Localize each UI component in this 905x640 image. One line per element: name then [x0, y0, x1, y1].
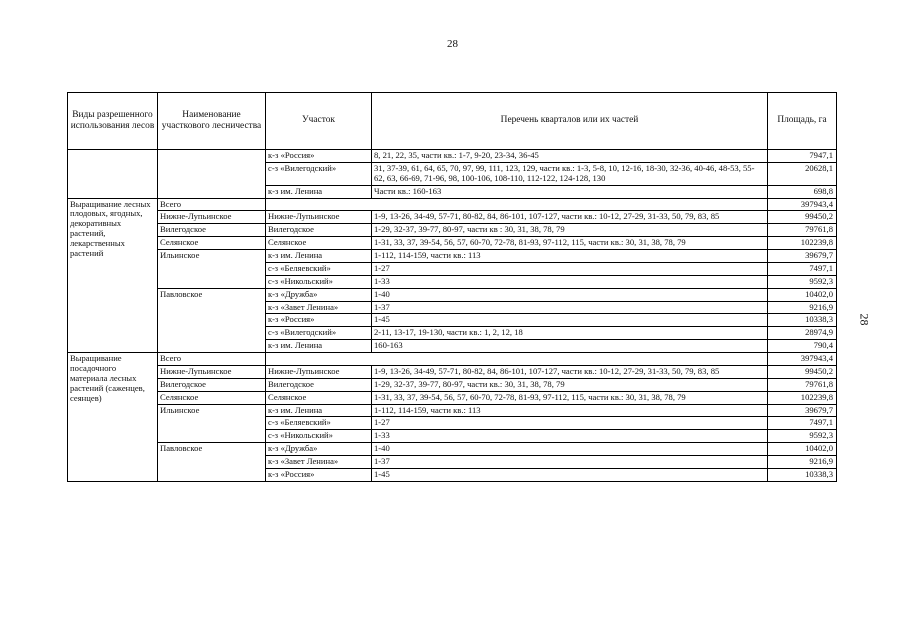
- table-row: [68, 443, 837, 456]
- use-type-cell: Выращивание лесных плодовых, ягодных, декоративных растений, лекарственных растений: [68, 198, 158, 353]
- quarters-cell: [266, 198, 768, 211]
- plot-cell: к-з «Россия»: [266, 150, 372, 163]
- quarters-cell: 1-45: [372, 468, 768, 481]
- quarters-cell: 1-37: [372, 301, 768, 314]
- plot-cell: с-з «Никольский»: [266, 275, 372, 288]
- plot-cell: к-з им. Ленина: [266, 340, 372, 353]
- area-cell: 7497,1: [768, 262, 837, 275]
- area-cell: 397943,4: [768, 198, 837, 211]
- header-use-type: Виды разрешенного использования лесов: [68, 93, 158, 150]
- plot-cell: к-з «Россия»: [266, 314, 372, 327]
- plot-cell: с-з «Вилегодский»: [266, 327, 372, 340]
- use-type-cell: [68, 150, 158, 199]
- quarters-cell: 1-27: [372, 262, 768, 275]
- table-row: [68, 198, 837, 211]
- plot-cell: Нижне-Лупьинское: [266, 365, 372, 378]
- area-cell: 79761,8: [768, 378, 837, 391]
- table-row: [68, 378, 837, 391]
- area-cell: 7497,1: [768, 417, 837, 430]
- plot-cell: к-з «Завет Ленина»: [266, 456, 372, 469]
- area-cell: 790,4: [768, 340, 837, 353]
- quarters-cell: 1-33: [372, 430, 768, 443]
- plot-cell: Селянское: [266, 237, 372, 250]
- area-cell: 99450,2: [768, 365, 837, 378]
- table-header-row: [68, 93, 837, 150]
- area-cell: 10338,3: [768, 314, 837, 327]
- forestry-cell: Нижне-Лупьинское: [158, 211, 266, 224]
- quarters-cell: 1-9, 13-26, 34-49, 57-71, 80-82, 84, 86-101, 107-127, части кв.: 10-12, 27-29, 31-33, 50, 79, 83, 85: [372, 211, 768, 224]
- quarters-cell: 8, 21, 22, 35, части кв.: 1-7, 9-20, 23-34, 36-45: [372, 150, 768, 163]
- plot-cell: Вилегодское: [266, 378, 372, 391]
- forestry-cell: Селянское: [158, 391, 266, 404]
- quarters-cell: 1-29, 32-37, 39-77, 80-97, части кв.: 30, 31, 38, 78, 79: [372, 378, 768, 391]
- forestry-cell: Ильинское: [158, 404, 266, 443]
- header-plot: Участок: [266, 93, 372, 150]
- area-cell: 9216,9: [768, 301, 837, 314]
- quarters-cell: 1-40: [372, 288, 768, 301]
- quarters-cell: 31, 37-39, 61, 64, 65, 70, 97, 99, 111, 123, 129, части кв.: 1-3, 5-8, 10, 12-16, 18-30, 32-36, 40-46, 48-53, 55-62, 63, 66-69, 71-96, 98, 100-106, 108-110, 112-122, 124-128, 130: [372, 162, 768, 185]
- use-type-cell: Выращивание посадочного материала лесных растений (саженцев, сеянцев): [68, 353, 158, 482]
- area-cell: 7947,1: [768, 150, 837, 163]
- forestry-cell: [158, 150, 266, 199]
- area-cell: 79761,8: [768, 224, 837, 237]
- plot-cell: с-з «Беляевский»: [266, 417, 372, 430]
- forestry-cell: Вилегодское: [158, 224, 266, 237]
- page-number-side: 28: [857, 313, 872, 326]
- area-cell: 9592,3: [768, 430, 837, 443]
- plot-cell: Нижне-Лупьинское: [266, 211, 372, 224]
- header-quarters: Перечень кварталов или их частей: [372, 93, 768, 150]
- plot-cell: к-з «Завет Ленина»: [266, 301, 372, 314]
- forestry-cell: Всего: [158, 198, 266, 211]
- table-row: [68, 404, 837, 417]
- area-cell: 10402,0: [768, 443, 837, 456]
- quarters-cell: 1-40: [372, 443, 768, 456]
- table-row: [68, 353, 837, 366]
- plot-cell: к-з им. Ленина: [266, 185, 372, 198]
- plot-cell: с-з «Беляевский»: [266, 262, 372, 275]
- area-cell: 10402,0: [768, 288, 837, 301]
- area-cell: 99450,2: [768, 211, 837, 224]
- forestry-cell: Павловское: [158, 443, 266, 482]
- forestry-cell: Всего: [158, 353, 266, 366]
- plot-cell: с-з «Вилегодский»: [266, 162, 372, 185]
- quarters-cell: 1-31, 33, 37, 39-54, 56, 57, 60-70, 72-78, 81-93, 97-112, 115, части кв.: 30, 31, 38, 78, 79: [372, 237, 768, 250]
- plot-cell: к-з им. Ленина: [266, 250, 372, 263]
- quarters-cell: [266, 353, 768, 366]
- plot-cell: Вилегодское: [266, 224, 372, 237]
- area-cell: 102239,8: [768, 391, 837, 404]
- page-number-top: 28: [447, 38, 458, 50]
- area-cell: 9592,3: [768, 275, 837, 288]
- quarters-cell: 1-45: [372, 314, 768, 327]
- quarters-cell: 1-31, 33, 37, 39-54, 56, 57, 60-70, 72-78, 81-93, 97-112, 115, части кв.: 30, 31, 38, 78, 79: [372, 391, 768, 404]
- area-cell: 10338,3: [768, 468, 837, 481]
- quarters-cell: 1-27: [372, 417, 768, 430]
- area-cell: 397943,4: [768, 353, 837, 366]
- area-cell: 102239,8: [768, 237, 837, 250]
- table-row: [68, 237, 837, 250]
- table-row: [68, 365, 837, 378]
- plot-cell: к-з «Россия»: [266, 468, 372, 481]
- forestry-cell: Нижне-Лупьинское: [158, 365, 266, 378]
- table-row: [68, 391, 837, 404]
- forest-use-table: [67, 92, 837, 482]
- table-row: [68, 211, 837, 224]
- table-row: [68, 250, 837, 263]
- header-forestry: Наименование участкового лесничества: [158, 93, 266, 150]
- plot-cell: с-з «Никольский»: [266, 430, 372, 443]
- area-cell: 20628,1: [768, 162, 837, 185]
- quarters-cell: 1-9, 13-26, 34-49, 57-71, 80-82, 84, 86-101, 107-127, части кв.: 10-12, 27-29, 31-33, 50, 79, 83, 85: [372, 365, 768, 378]
- header-area: Площадь, га: [768, 93, 837, 150]
- table-row: [68, 224, 837, 237]
- forestry-cell: Павловское: [158, 288, 266, 352]
- forestry-cell: Ильинское: [158, 250, 266, 289]
- plot-cell: к-з им. Ленина: [266, 404, 372, 417]
- quarters-cell: 1-112, 114-159, части кв.: 113: [372, 404, 768, 417]
- forestry-cell: Селянское: [158, 237, 266, 250]
- quarters-cell: 1-29, 32-37, 39-77, 80-97, части кв : 30, 31, 38, 78, 79: [372, 224, 768, 237]
- area-cell: 9216,9: [768, 456, 837, 469]
- area-cell: 28974,9: [768, 327, 837, 340]
- quarters-cell: 2-11, 13-17, 19-130, части кв.: 1, 2, 12, 18: [372, 327, 768, 340]
- quarters-cell: 160-163: [372, 340, 768, 353]
- area-cell: 698,8: [768, 185, 837, 198]
- plot-cell: Селянское: [266, 391, 372, 404]
- table-row: [68, 150, 837, 163]
- quarters-cell: 1-112, 114-159, части кв.: 113: [372, 250, 768, 263]
- plot-cell: к-з «Дружба»: [266, 288, 372, 301]
- area-cell: 39679,7: [768, 250, 837, 263]
- plot-cell: к-з «Дружба»: [266, 443, 372, 456]
- quarters-cell: 1-37: [372, 456, 768, 469]
- area-cell: 39679,7: [768, 404, 837, 417]
- quarters-cell: Части кв.: 160-163: [372, 185, 768, 198]
- table-row: [68, 288, 837, 301]
- quarters-cell: 1-33: [372, 275, 768, 288]
- forestry-cell: Вилегодское: [158, 378, 266, 391]
